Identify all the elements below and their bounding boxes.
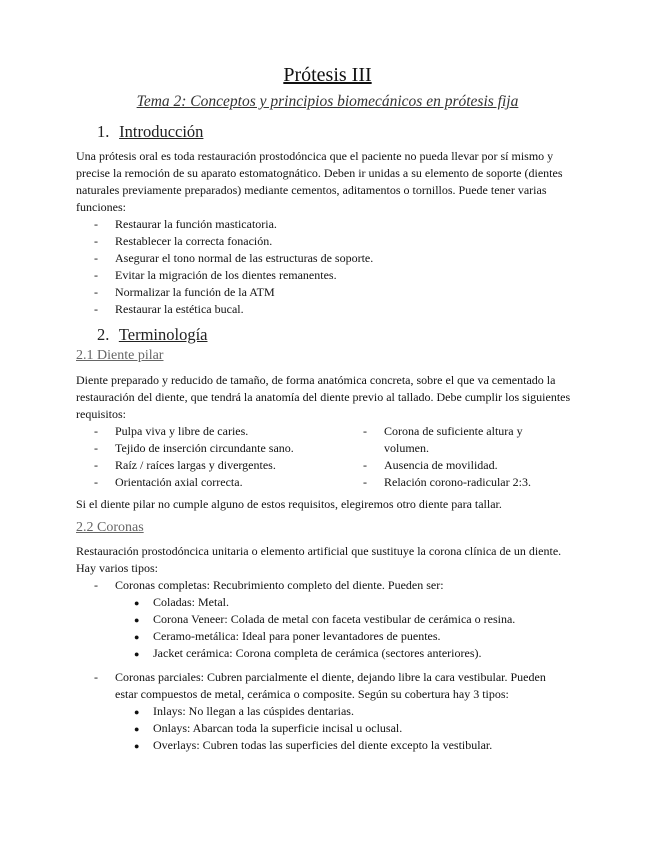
list-item: - Tejido de inserción circundante sano. [94, 441, 294, 455]
bullet-icon: ● [134, 598, 140, 608]
list-item: - Restaurar la estética bucal. [94, 302, 244, 316]
list-item: - Relación corono-radicular 2:3. [363, 475, 531, 489]
list-item-continuation: volumen. [384, 441, 429, 455]
bullet-item: ● Jacket cerámica: Corona completa de cerámica (sectores anteriores). [153, 645, 482, 662]
list-item-continuation: estar compuestos de metal, cerámica o composite. Según su cobertura hay 3 tipos: [115, 687, 509, 701]
section-number: 2. [97, 325, 110, 344]
bullet-icon: ● [134, 649, 140, 659]
list-item: - Corona de suficiente altura y [363, 424, 523, 438]
list-item: - Coronas completas: Recubrimiento completo del diente. Pueden ser: [94, 578, 444, 592]
document-subtitle: Tema 2: Conceptos y principios biomecánicos en prótesis fija [136, 93, 519, 110]
bullet-item: ● Corona Veneer: Colada de metal con faceta vestibular de cerámica o resina. [153, 611, 515, 628]
list-item: - Asegurar el tono normal de las estructuras de soporte. [94, 251, 374, 265]
bullet-item: ● Onlays: Abarcan toda la superficie incisal u oclusal. [153, 720, 402, 737]
list-item: - Normalizar la función de la ATM [94, 285, 275, 299]
list-item: - Pulpa viva y libre de caries. [94, 424, 249, 438]
intro-paragraph: Una prótesis oral es toda restauración prostodóncica que el paciente no pueda llevar por sí mismo y precise la remoción de su aparato estomatognático. Deben ir unidas a su elemento de soporte (dientes naturales previamente preparados) mediante cementos, aditamentos o tornillos. Puede tener varias funciones: [76, 149, 563, 214]
bullet-icon: ● [134, 707, 140, 717]
list-item: - Restaurar la función masticatoria. [94, 217, 277, 231]
list-item: - Raíz / raíces largas y divergentes. [94, 458, 276, 472]
list-item: - Orientación axial correcta. [94, 475, 243, 489]
section-title: Terminología [118, 325, 208, 344]
bullet-item: ● Inlays: No llegan a las cúspides dentarias. [153, 703, 354, 720]
diente-pilar-paragraph: Diente preparado y reducido de tamaño, de forma anatómica concreta, sobre el que va cementado la restauración del diente, que tendrá la anatomía del diente previo al tallado. Debe cumplir los siguientes requisitos: [76, 373, 571, 421]
diente-pilar-closing: Si el diente pilar no cumple alguno de estos requisitos, elegiremos otro diente para tallar. [76, 497, 502, 511]
subsection-heading-coronas: 2.2 Coronas [76, 520, 144, 535]
list-item: - Restablecer la correcta fonación. [94, 234, 273, 248]
list-item: - Coronas parciales: Cubren parcialmente el diente, dejando libre la cara vestibular. Pueden [94, 670, 546, 684]
section-heading-terminologia [97, 325, 207, 345]
section-heading-introduccion [97, 122, 203, 142]
section-title: Introducción [119, 122, 204, 141]
coronas-paragraph: Restauración prostodóncica unitaria o elemento artificial que sustituye la corona clínica de un diente. Hay varios tipos: [76, 544, 562, 575]
bullet-item: ● Ceramo-metálica: Ideal para poner levantadores de puentes. [153, 628, 441, 645]
bullet-icon: ● [134, 741, 140, 751]
document-title: Prótesis III [283, 64, 372, 86]
section-number: 1. [97, 122, 110, 141]
bullet-icon: ● [134, 632, 140, 642]
subsection-heading-diente-pilar: 2.1 Diente pilar [76, 348, 164, 363]
list-item: - Ausencia de movilidad. [363, 458, 498, 472]
bullet-icon: ● [134, 615, 140, 625]
list-item: - Evitar la migración de los dientes remanentes. [94, 268, 337, 282]
bullet-item: ● Coladas: Metal. [153, 594, 229, 611]
bullet-icon: ● [134, 724, 140, 734]
bullet-item: ● Overlays: Cubren todas las superficies del diente excepto la vestibular. [153, 737, 492, 754]
